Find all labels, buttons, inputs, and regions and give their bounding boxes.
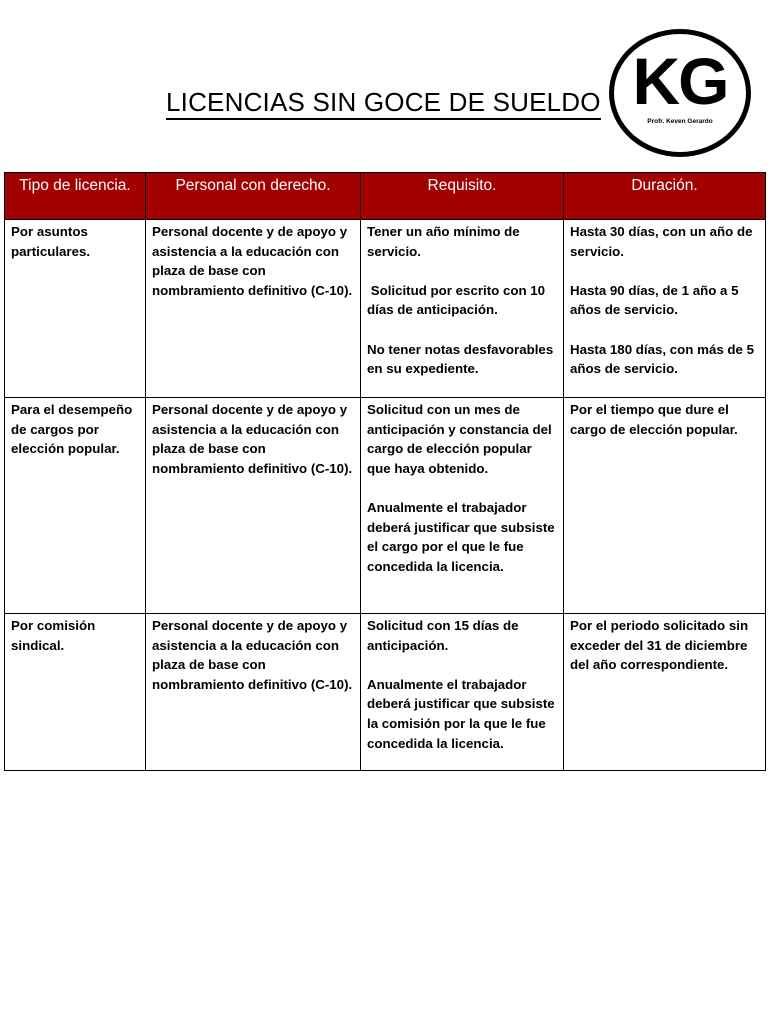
table-row <box>5 220 766 398</box>
requisito-text: Solicitud con un mes de anticipación y constancia del cargo de elección popular que haya obtenido. <box>367 402 552 476</box>
table-header-row <box>5 173 766 220</box>
table-row <box>5 398 766 614</box>
cell-requisito <box>361 220 564 398</box>
duracion-text: Hasta 30 días, con un año de servicio. <box>570 224 753 259</box>
kg-logo <box>609 29 751 157</box>
licencias-table <box>4 172 766 771</box>
cell-requisito <box>361 398 564 614</box>
header-requisito: Requisito. <box>361 173 564 220</box>
cell-duracion <box>564 398 766 614</box>
table-row <box>5 614 766 771</box>
cell-personal: Personal docente y de apoyo y asistencia a la educación con plaza de base con nombramiento definitivo (C-10). <box>146 220 361 398</box>
duracion-text: Hasta 180 días, con más de 5 años de servicio. <box>570 341 755 377</box>
duracion-text: Por el tiempo que dure el cargo de elección popular. <box>570 402 738 437</box>
cell-personal: Personal docente y de apoyo y asistencia a la educación con plaza de base con nombramiento definitivo (C-10). <box>146 398 361 614</box>
requisito-text: Anualmente el trabajador deberá justificar que subsiste el cargo por el que le fue concedida la licencia. <box>367 499 555 574</box>
cell-tipo: Por asuntos particulares. <box>5 220 146 398</box>
duracion-text: Hasta 90 días, de 1 año a 5 años de servicio. <box>570 282 739 318</box>
page-title: LICENCIAS SIN GOCE DE SUELDO <box>166 86 601 120</box>
logo-caption: Profr. Keven Gerardo <box>647 118 713 125</box>
cell-requisito <box>361 614 564 771</box>
cell-tipo: Por comisión sindical. <box>5 614 146 771</box>
cell-duracion <box>564 220 766 398</box>
requisito-text: No tener notas desfavorables en su expediente. <box>367 341 554 377</box>
cell-duracion <box>564 614 766 771</box>
duracion-text: Por el periodo solicitado sin exceder del 31 de diciembre del año correspondiente. <box>570 618 749 673</box>
cell-personal: Personal docente y de apoyo y asistencia a la educación con plaza de base con nombramiento definitivo (C-10). <box>146 614 361 771</box>
header-tipo: Tipo de licencia. <box>5 173 146 220</box>
header-duracion: Duración. <box>564 173 766 220</box>
requisito-text: Solicitud con 15 días de anticipación. <box>367 618 519 653</box>
logo-letters: KG <box>632 44 728 118</box>
requisito-text: Tener un año mínimo de servicio. <box>367 224 520 259</box>
header-personal: Personal con derecho. <box>146 173 361 220</box>
requisito-text: Solicitud por escrito con 10 días de anticipación. <box>367 282 549 318</box>
cell-tipo: Para el desempeño de cargos por elección popular. <box>5 398 146 614</box>
requisito-text: Anualmente el trabajador deberá justificar que subsiste la comisión por la que le fue concedida la licencia. <box>367 676 555 751</box>
